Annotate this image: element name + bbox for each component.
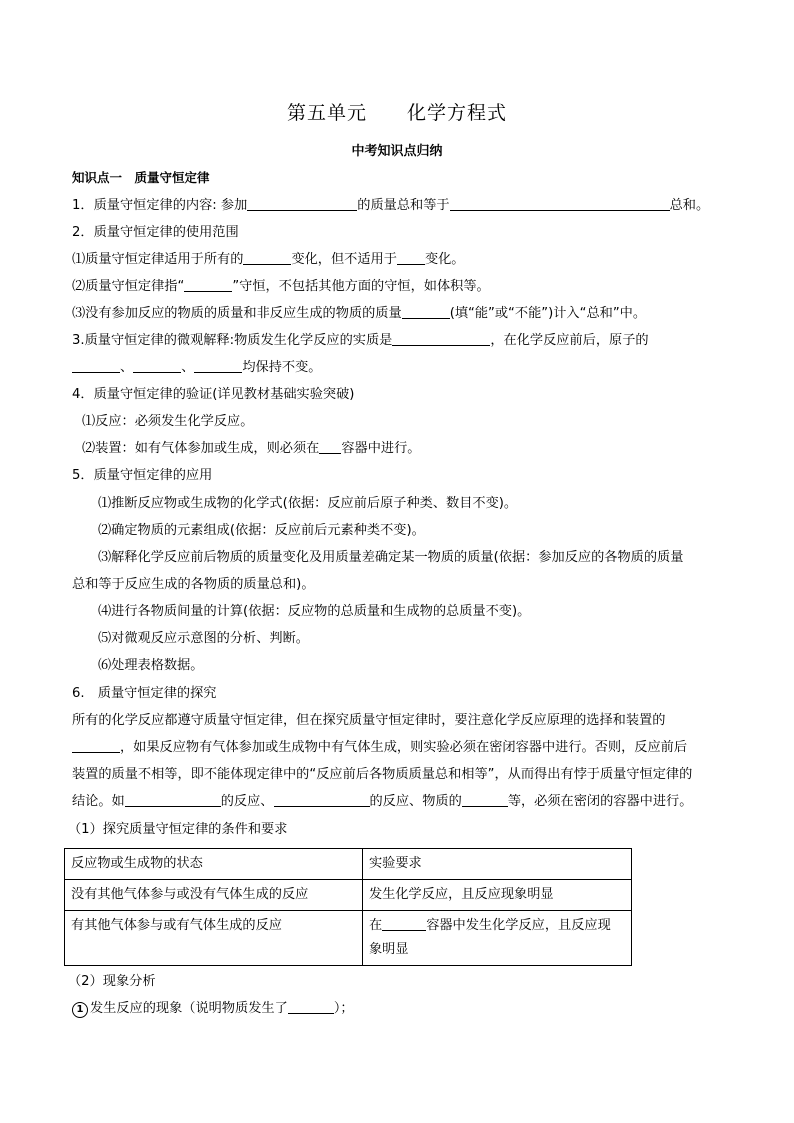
blank <box>288 999 334 1014</box>
requirements-table <box>64 848 632 966</box>
line-24: （1）探究质量守恒定律的条件和要求 <box>68 822 288 837</box>
line-26: 1 发生反应的现象（说明物质发生了 ）； <box>72 999 354 1019</box>
table-cell: 发生化学反应，且反应现象明显 <box>363 880 632 911</box>
line-1: 1．质量守恒定律的内容: 参加 的质量总和等于 总和。 <box>72 198 710 213</box>
line-3: ⑴质量守恒定律适用于所有的 变化，但不适用于 变化。 <box>72 252 465 267</box>
blank <box>450 196 670 211</box>
table-row <box>65 880 632 911</box>
line-4: ⑵质量守恒定律指“ ”守恒，不包括其他方面的守恒，如体积等。 <box>72 279 490 294</box>
table-cell: 在 容器中发生化学反应，且反应现 象明显 <box>363 911 632 966</box>
line-20: 所有的化学反应都遵守质量守恒定律，但在探究质量守恒定律时，要注意化学反应原理的选择和装置的 <box>72 713 666 728</box>
blank <box>243 250 291 265</box>
line-13: ⑵确定物质的元素组成(依据：反应前后元素种类不变)。 <box>98 523 425 538</box>
line-19: 6. 质量守恒定律的探究 <box>72 686 217 701</box>
circled-number-icon: 1 <box>72 1002 88 1018</box>
line-7: 、 、 均保持不变。 <box>72 358 322 378</box>
line-14: ⑶解释化学反应前后物质的质量变化及用质量差确定某一物质的质量(依据：参加反应的各物质的质量 <box>98 550 684 565</box>
table-row <box>65 849 632 880</box>
line-10: ⑵装置：如有气体参加或生成，则必须在 容器中进行。 <box>82 441 421 456</box>
blank <box>133 358 181 373</box>
blank <box>382 916 426 931</box>
blank <box>397 250 425 265</box>
line-12: ⑴推断反应物或生成物的化学式(依据：反应前后原子种类、数目不变)。 <box>98 496 518 511</box>
table-cell: 没有其他气体参与或没有气体生成的反应 <box>65 880 363 911</box>
blank <box>72 738 120 753</box>
blank <box>402 304 450 319</box>
line-21: ，如果反应物有气体参加或生成物中有气体生成，则实验必须在密闭容器中进行。否则，反应前后 <box>72 738 687 758</box>
blank <box>125 792 221 807</box>
line-18: ⑹处理表格数据。 <box>98 658 204 673</box>
blank <box>194 358 242 373</box>
section-heading: 知识点一 质量守恒定律 <box>72 170 210 185</box>
line-9: ⑴反应：必须发生化学反应。 <box>82 414 254 429</box>
blank <box>72 358 120 373</box>
line-17: ⑸对微观反应示意图的分析、判断。 <box>98 631 309 646</box>
line-11: 5．质量守恒定律的应用 <box>72 468 213 483</box>
blank <box>462 792 508 807</box>
line-23: 结论。如 的反应、 的反应、物质的 等，必须在密闭的容器中进行。 <box>72 794 693 809</box>
page-title: 第五单元 化学方程式 <box>286 102 507 124</box>
table-cell: 有其他气体参与或有气体生成的反应 <box>65 911 363 966</box>
line-15: 总和等于反应生成的各物质的质量总和)。 <box>72 577 315 592</box>
table-header-cell: 反应物或生成物的状态 <box>65 849 363 880</box>
blank <box>247 196 357 211</box>
line-22: 装置的质量不相等，即不能体现定律中的“反应前后各物质质量总和相等”，从而得出有悖于质量守恒定律的 <box>72 767 693 782</box>
table-header-cell: 实验要求 <box>363 849 632 880</box>
blank <box>319 439 341 454</box>
line-25: （2）现象分析 <box>68 974 156 989</box>
line-16: ⑷进行各物质间量的计算(依据：反应物的总质量和生成物的总质量不变)。 <box>98 604 531 619</box>
line-8: 4．质量守恒定律的验证(详见教材基础实验突破) <box>72 387 355 402</box>
line-5: ⑶没有参加反应的物质的质量和非反应生成的物质的质量 (填“能”或“不能”)计入“总和”中。 <box>72 306 647 321</box>
line-2: 2．质量守恒定律的使用范围 <box>72 225 239 240</box>
line-6: 3.质量守恒定律的微观解释:物质发生化学反应的实质是 ，在化学反应前后，原子的 <box>72 333 649 348</box>
blank <box>274 792 370 807</box>
blank <box>184 277 232 292</box>
page-subtitle: 中考知识点归纳 <box>351 144 443 159</box>
blank <box>392 331 490 346</box>
table-row <box>65 911 632 966</box>
